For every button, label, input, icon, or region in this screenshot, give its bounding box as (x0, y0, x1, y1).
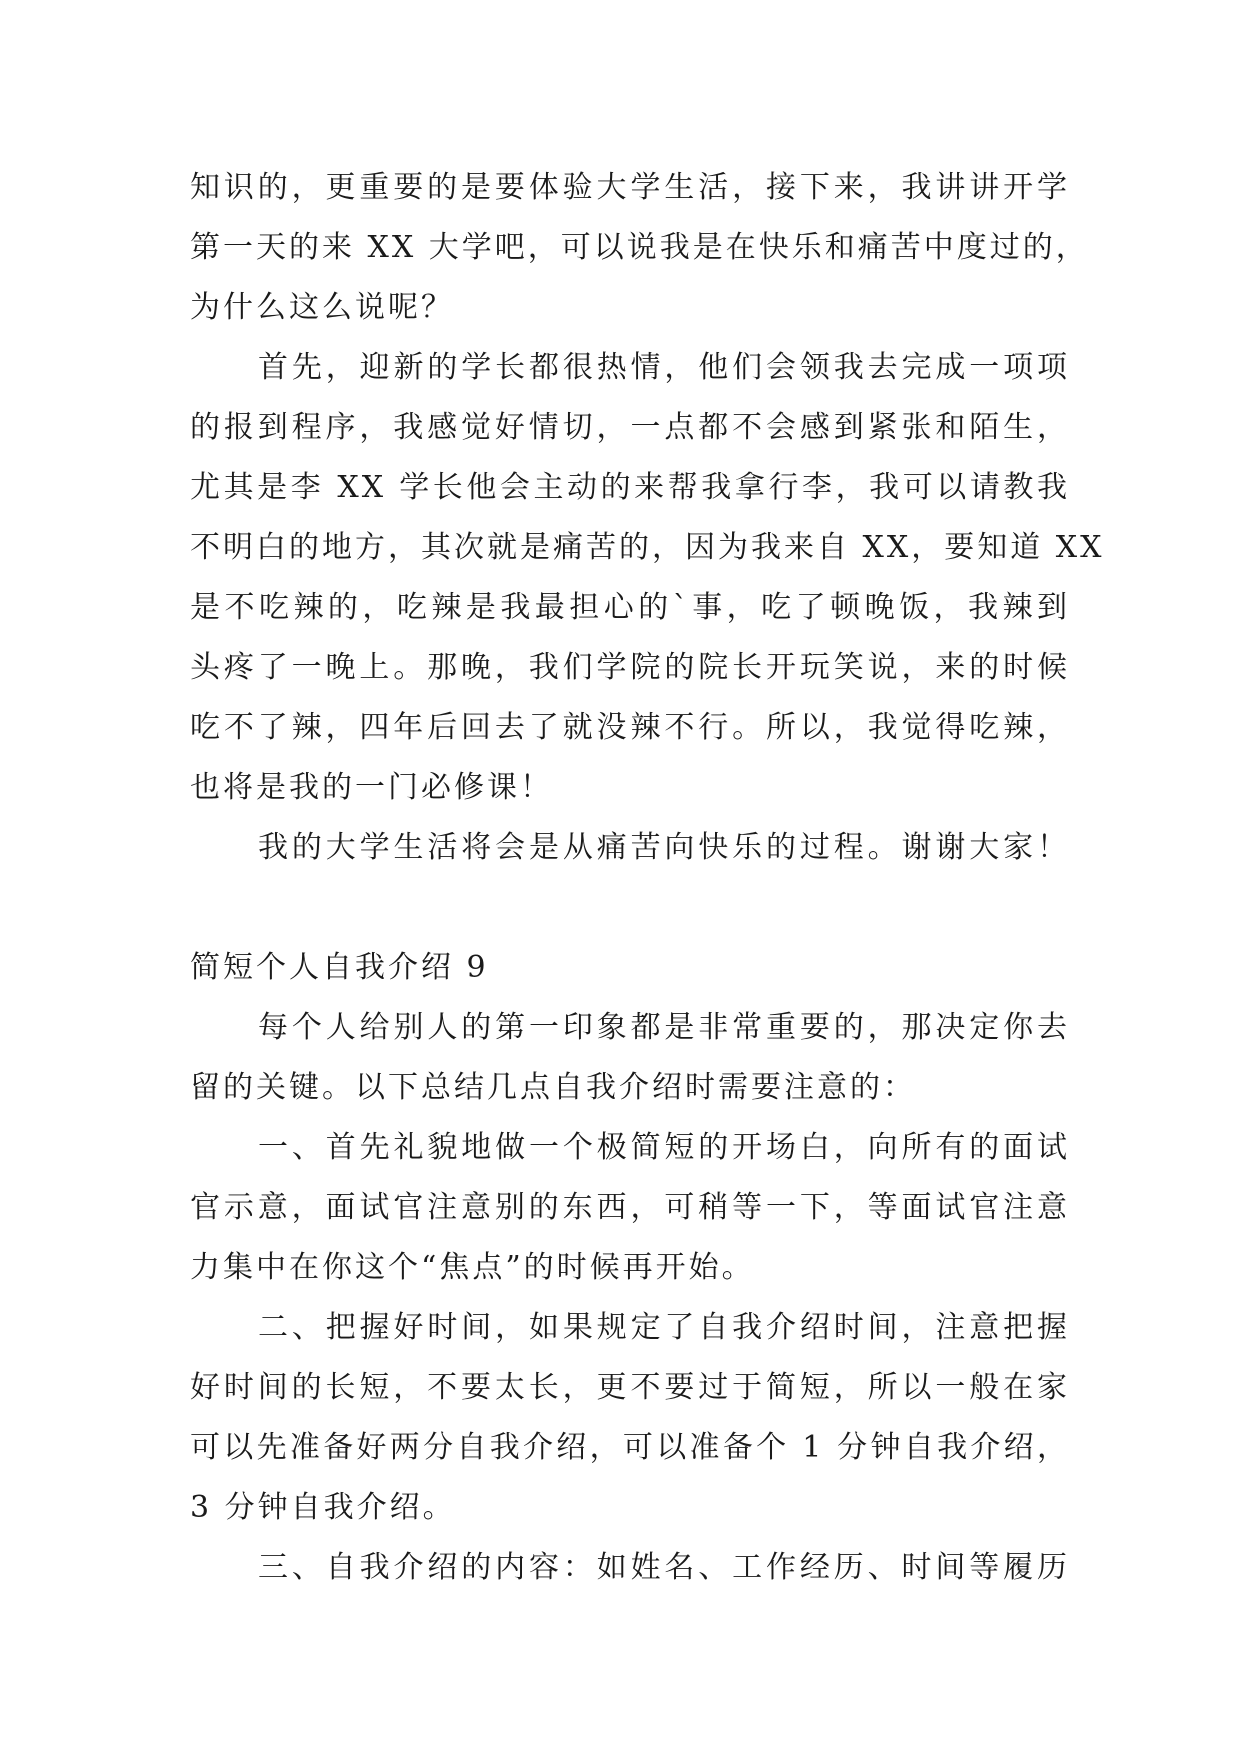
blank-line (190, 878, 1070, 938)
paragraph (190, 818, 1070, 878)
text-line: 每个人给别人的第一印象都是非常重要的，那决定你去 (258, 1010, 1070, 1045)
text-line: 力集中在你这个“焦点”的时候再开始。 (190, 1250, 755, 1285)
text-line: 官示意，面试官注意别的东西，可稍等一下，等面试官注意 (190, 1190, 1070, 1225)
text-line: 也将是我的一门必修课！ (190, 770, 553, 805)
paragraph (190, 1118, 1070, 1298)
text-line: 不明白的地方，其次就是痛苦的，因为我来自 XX，要知道 XX (190, 530, 1105, 565)
text-line: 吃不了辣，四年后回去了就没辣不行。所以，我觉得吃辣， (190, 710, 1070, 745)
text-line: 三、自我介绍的内容：如姓名、工作经历、时间等履历 (258, 1550, 1070, 1585)
text-line: 知识的，更重要的是要体验大学生活，接下来，我讲讲开学 (190, 170, 1070, 205)
text-line: 为什么这么说呢？ (190, 290, 454, 325)
text-line: 一、首先礼貌地做一个极简短的开场白，向所有的面试 (258, 1130, 1070, 1165)
text-line: 二、把握好时间，如果规定了自我介绍时间，注意把握 (258, 1310, 1070, 1345)
text-line: 好时间的长短，不要太长，更不要过于简短，所以一般在家 (190, 1370, 1070, 1405)
text-line: 头疼了一晚上。那晚，我们学院的院长开玩笑说，来的时候 (190, 650, 1070, 685)
text-line: 的报到程序，我感觉好情切，一点都不会感到紧张和陌生， (190, 410, 1070, 445)
paragraph (190, 338, 1105, 818)
paragraph (190, 1298, 1070, 1538)
text-line: 可以先准备好两分自我介绍，可以准备个 1 分钟自我介绍， (190, 1430, 1070, 1465)
paragraph (190, 158, 1089, 338)
text-line: 我的大学生活将会是从痛苦向快乐的过程。谢谢大家！ (258, 830, 1070, 865)
text-line: 是不吃辣的，吃辣是我最担心的`事，吃了顿晚饭，我辣到 (190, 590, 1070, 625)
paragraph (190, 1538, 1070, 1598)
text-line: 留的关键。以下总结几点自我介绍时需要注意的： (190, 1070, 916, 1105)
text-line: 3 分钟自我介绍。 (190, 1490, 456, 1525)
text-line: 首先，迎新的学长都很热情，他们会领我去完成一项项 (258, 350, 1070, 385)
text-line: 尤其是李 XX 学长他会主动的来帮我拿行李，我可以请教我 (190, 470, 1070, 505)
paragraph (190, 998, 1070, 1118)
text-line: 第一天的来 XX 大学吧，可以说我是在快乐和痛苦中度过的， (190, 230, 1089, 265)
section-heading: 简短个人自我介绍 9 (190, 950, 489, 985)
document-body (190, 158, 1105, 1598)
